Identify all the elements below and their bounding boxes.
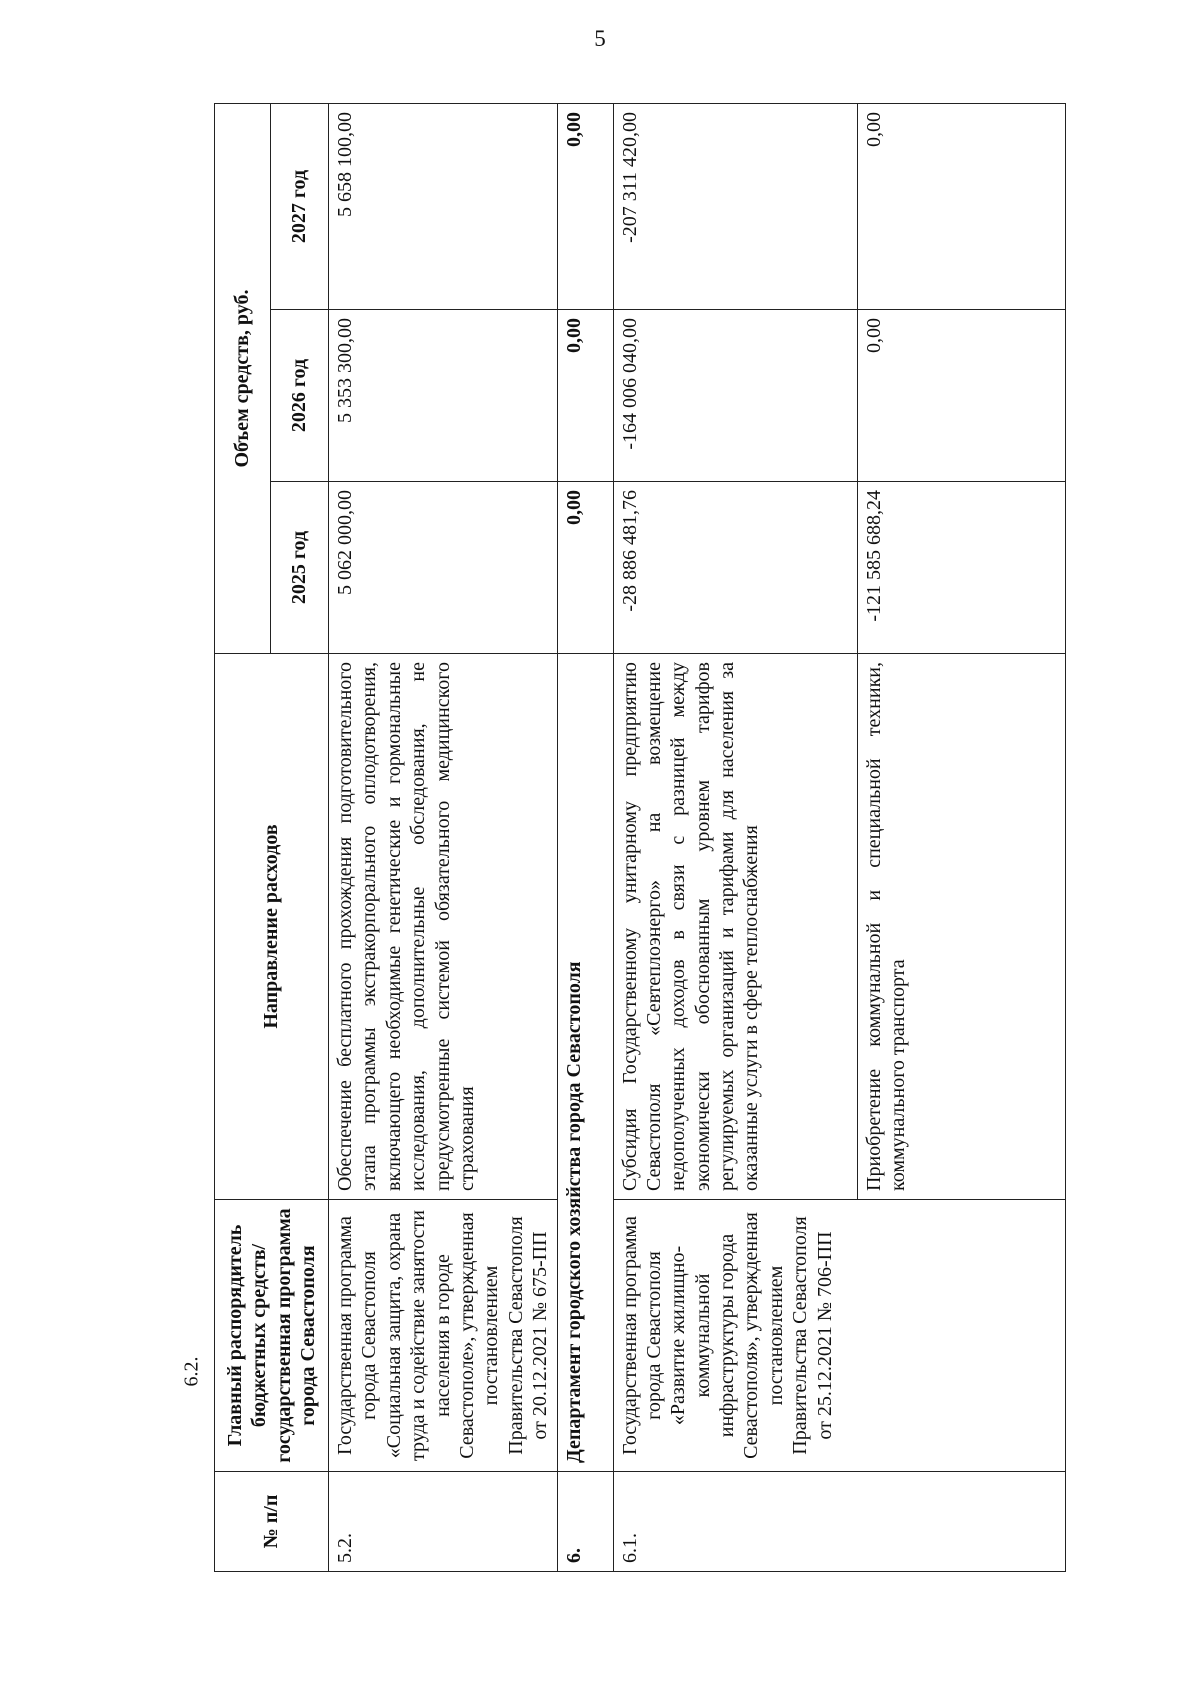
row-direction: Приобретение коммунальной и специальной техники, коммунального транспорта — [857, 654, 1065, 1200]
page-number: 5 — [594, 26, 606, 51]
row-value-2026: 5 353 300,00 — [329, 310, 558, 482]
department-row — [557, 104, 613, 1572]
row-value-2027: 0,00 — [857, 104, 1065, 310]
row-num: 6.1. — [613, 1472, 1065, 1572]
row-direction: Обеспечение бесплатного прохождения подготовительного этапа программы экстракорпорального оплодотворения, включающего необходимые генетические и гормональные исследования, дополнительные обследования, не предусмотренные системой обязательного медицинского страхования — [329, 654, 558, 1200]
header-direction: Направление расходов — [215, 654, 329, 1200]
row-value-2025: 0,00 — [557, 482, 613, 654]
row-value-2027: 0,00 — [557, 104, 613, 310]
table-row — [329, 104, 558, 1572]
header-year-2027: 2027 год — [271, 104, 329, 310]
row-value-2025: 5 062 000,00 — [329, 482, 558, 654]
department-name: Департамент городского хозяйства города Севастополя — [557, 654, 613, 1472]
header-volume: Объем средств, руб. — [215, 104, 271, 654]
header-year-2026: 2026 год — [271, 310, 329, 482]
row-num: 6. — [557, 1472, 613, 1572]
row-value-2027: 5 658 100,00 — [329, 104, 558, 310]
row-value-2026: -164 006 040,00 — [613, 310, 857, 482]
row-num-6-2: 6.2. — [180, 1356, 203, 1387]
header-row — [215, 104, 271, 1572]
row-value-2027: -207 311 420,00 — [613, 104, 857, 310]
header-program: Главный распорядитель бюджетных средств/государственная программа города Севастополя — [215, 1200, 329, 1472]
row-value-2026: 0,00 — [557, 310, 613, 482]
budget-table-rotated — [214, 104, 1062, 1572]
table-row — [613, 104, 857, 1572]
budget-table — [214, 103, 1066, 1572]
row-value-2025: -121 585 688,24 — [857, 482, 1065, 654]
row-program: Государственная программа города Севастополя «Социальная защита, охрана труда и содействие занятости населения в городе Севастополе», утвержденная постановлением Правительства Севастополя от 20.12.2021 № 675-ПП — [329, 1200, 558, 1472]
row-program: Государственная программа города Севастополя «Развитие жилищно-коммунальной инфраструктуры города Севастополя», утвержденная постановлением Правительства Севастополя от 25.12.2021 № 706-ПП — [613, 1200, 1065, 1472]
header-year-2025: 2025 год — [271, 482, 329, 654]
header-num: № п/п — [215, 1472, 329, 1572]
row-direction: Субсидия Государственному унитарному предприятию Севастополя «Севтеплоэнерго» на возмещение недополученных доходов в связи с разницей между экономически обоснованным уровнем тарифов регулируемых организаций и тарифами для населения за оказанные услуги в сфере теплоснабжения — [613, 654, 857, 1200]
row-num: 5.2. — [329, 1472, 558, 1572]
row-value-2025: -28 886 481,76 — [613, 482, 857, 654]
row-value-2026: 0,00 — [857, 310, 1065, 482]
